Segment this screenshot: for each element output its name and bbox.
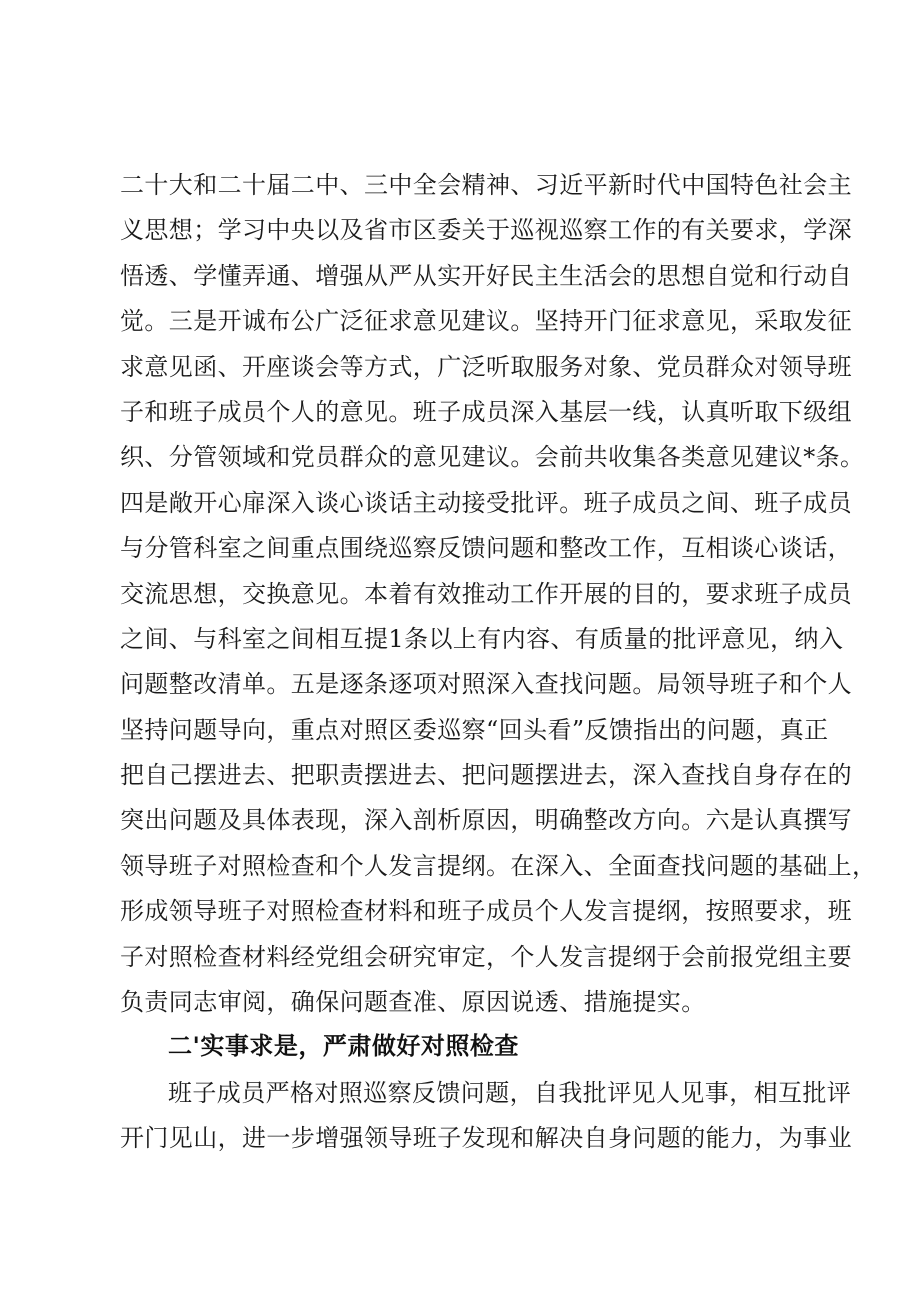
paragraph-line: 悟透、学懂弄通、增强从严从实开好民主生活会的思想自觉和行动自: [120, 261, 852, 290]
paragraph-line: 负责同志审阅，确保问题查准、原因说透、措施提实。: [120, 988, 706, 1017]
section-line: 开门见山，进一步增强领导班子发现和解决自身问题的能力，为事业: [120, 1124, 852, 1153]
paragraph-line: 突出问题及具体表现，深入剖析原因，明确整改方向。六是认真撰写: [120, 806, 852, 835]
paragraph-line: 领导班子对照检查和个人发言提纲。在深入、全面查找问题的基础上，: [120, 851, 877, 880]
section-line: 班子成员严格对照巡察反馈问题，自我批评见人见事，相互批评: [168, 1079, 852, 1107]
paragraph-line: 四是敞开心扉深入谈心谈话主动接受批评。班子成员之间、班子成员: [120, 488, 852, 517]
paragraph-line: 子和班子成员个人的意见。班子成员深入基层一线，认真听取下级组: [120, 397, 852, 426]
paragraph-line: 之间、与科室之间相互提1条以上有内容、有质量的批评意见，纳入: [120, 624, 844, 653]
body-paragraph: [120, 163, 877, 1025]
paragraph-line: 子对照检查材料经党组会研究审定，个人发言提纲于会前报党组主要: [120, 942, 852, 971]
paragraph-line: 问题整改清单。五是逐条逐项对照深入查找问题。局领导班子和个人: [120, 670, 852, 699]
paragraph-line: 义思想；学习中央以及省市区委关于巡视巡察工作的有关要求，学深: [120, 216, 852, 245]
paragraph-line: 把自己摆进去、把职责摆进去、把问题摆进去，深入查找自身存在的: [120, 761, 852, 790]
paragraph-line: 二十大和二十届二中、三中全会精神、习近平新时代中国特色社会主: [120, 171, 852, 199]
paragraph-line: 觉。三是开诚布公广泛征求意见建议。坚持开门征求意见，采取发征: [120, 307, 852, 336]
paragraph-line: 形成领导班子对照检查材料和班子成员个人发言提纲，按照要求，班: [120, 897, 852, 926]
section-paragraph: [120, 1071, 852, 1162]
paragraph-line: 坚持问题导向，重点对照区委巡察“回头看”反馈指出的问题，真正: [120, 715, 829, 744]
paragraph-line: 织、分管领域和党员群众的意见建议。会前共收集各类意见建议*条。: [120, 443, 865, 472]
paragraph-line: 求意见函、开座谈会等方式，广泛听取服务对象、党员群众对领导班: [120, 352, 852, 381]
paragraph-line: 交流思想，交换意见。本着有效推动工作开展的目的，要求班子成员: [120, 579, 852, 608]
section-heading: 二'实事求是，严肃做好对照检查: [168, 1032, 519, 1060]
paragraph-line: 与分管科室之间重点围绕巡察反馈问题和整改工作，互相谈心谈话，: [120, 534, 852, 563]
